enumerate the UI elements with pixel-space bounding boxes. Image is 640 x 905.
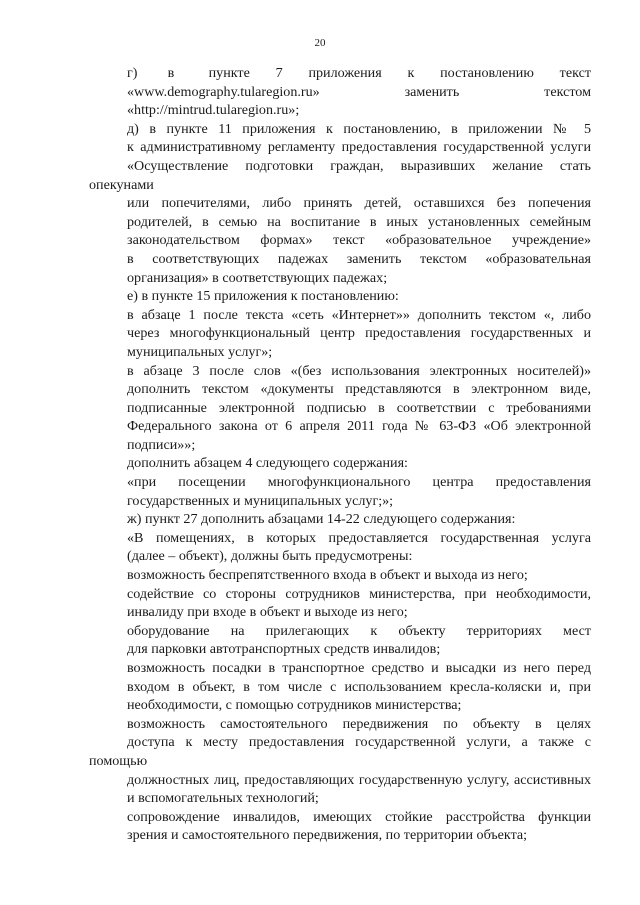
text-line: г) в пункте 7 приложения к постановлению текст [127,65,591,81]
text-line: ж) пункт 27 дополнить абзацами 14-22 следующего содержания: [127,511,516,528]
text-line: инвалиду при входе в объект и выходе из него; [127,604,408,621]
text-line: Федерального закона от 6 апреля 2011 года № 63-ФЗ «Об электронной [127,418,591,435]
text-line: оборудование на прилегающих к объекту территориях мест [127,622,591,639]
text-line: в соответствующих падежах заменить текстом «образовательная [127,250,591,267]
text-line: через многофункциональный центр предоставления государственных и [127,325,591,342]
paragraph-escort [89,808,591,845]
text-line: необходимости, с помощью сотрудников министерства; [127,697,462,714]
paragraph-item-g [89,64,591,120]
paragraph-item-e [89,287,591,306]
text-line: муниципальных услуг»; [127,343,273,360]
text-line: сопровождение инвалидов, имеющих стойкие расстройства функции [127,808,591,825]
paragraph-mfc-quote [89,473,591,510]
paragraph-add-abzac-4 [89,454,591,473]
text-line: возможность самостоятельного передвижения по объекту в целях [127,715,591,732]
text-line: д) в пункте 11 приложения к постановлению, в приложении № 5 [127,120,591,137]
paragraph-staff-assistance [89,585,591,622]
text-line: организация» в соответствующих падежах; [127,269,388,286]
text-line: подписанные электронной подписью в соответствии с требованиями [127,399,591,416]
text-line: дополнить абзацем 4 следующего содержания: [127,455,408,472]
text-line: или попечителями, либо принять детей, оставшихся без попечения [127,195,591,212]
paragraph-item-d [89,120,591,287]
text-line: возможность беспрепятственного входа в объект и выхода из него; [127,567,528,584]
text-line: в абзаце 1 после текста «сеть «Интернет»» дополнить текстом «, либо [127,306,591,323]
text-line: в абзаце 3 после слов «(без использования электронных носителей)» [127,362,591,379]
text-line: подписи»»; [127,436,196,453]
paragraph-movement [89,715,591,808]
text-line: «www.demography.tularegion.ru» заменить текстом [127,83,591,100]
page-number: 20 [314,37,326,49]
paragraph-entry-access [89,566,591,585]
text-line: законодательством формах» текст «образовательное учреждение» [127,232,591,249]
text-line: «при посещении многофункционального центра предоставления [127,474,591,491]
paragraph-premises [89,529,591,566]
paragraph-abzac-3 [89,362,591,455]
text-line: для парковки автотранспортных средств инвалидов; [127,641,441,658]
text-line: к административному регламенту предоставления государственной услуги [127,139,591,156]
text-line: государственных и муниципальных услуг;»; [127,492,394,509]
text-line: «В помещениях, в которых предоставляется государственная услуга [127,529,591,546]
text-line: (далее – объект), должны быть предусмотрены: [127,548,413,565]
text-line: должностных лиц, предоставляющих государственную услугу, ассистивных [127,771,591,788]
text-line: возможность посадки в транспортное средство и высадки из него перед [127,660,591,676]
text-line: е) в пункте 15 приложения к постановлению: [127,288,399,305]
text-line: и вспомогательных технологий; [127,790,319,807]
text-line: «Осуществление подготовки граждан, выразивших желание стать опекунами [89,157,591,193]
text-line: родителей, в семью на воспитание в иных установленных семейным [127,213,591,230]
text-line: содействие со стороны сотрудников министерства, при необходимости, [127,585,591,602]
document-body [89,64,591,845]
text-line: «http://mintrud.tularegion.ru»; [127,102,300,119]
paragraph-transport [89,659,591,715]
text-line: зрения и самостоятельного передвижения, по территории объекта; [127,827,528,844]
paragraph-item-zh [89,510,591,529]
paragraph-parking [89,622,591,659]
paragraph-abzac-1 [89,306,591,362]
text-line: дополнить текстом «документы представляются в электронном виде, [127,381,591,398]
text-line: входом в объект, в том числе с использованием кресла-коляски и, при [127,678,591,695]
text-line: доступа к месту предоставления государственной услуги, а также с помощью [89,734,591,769]
